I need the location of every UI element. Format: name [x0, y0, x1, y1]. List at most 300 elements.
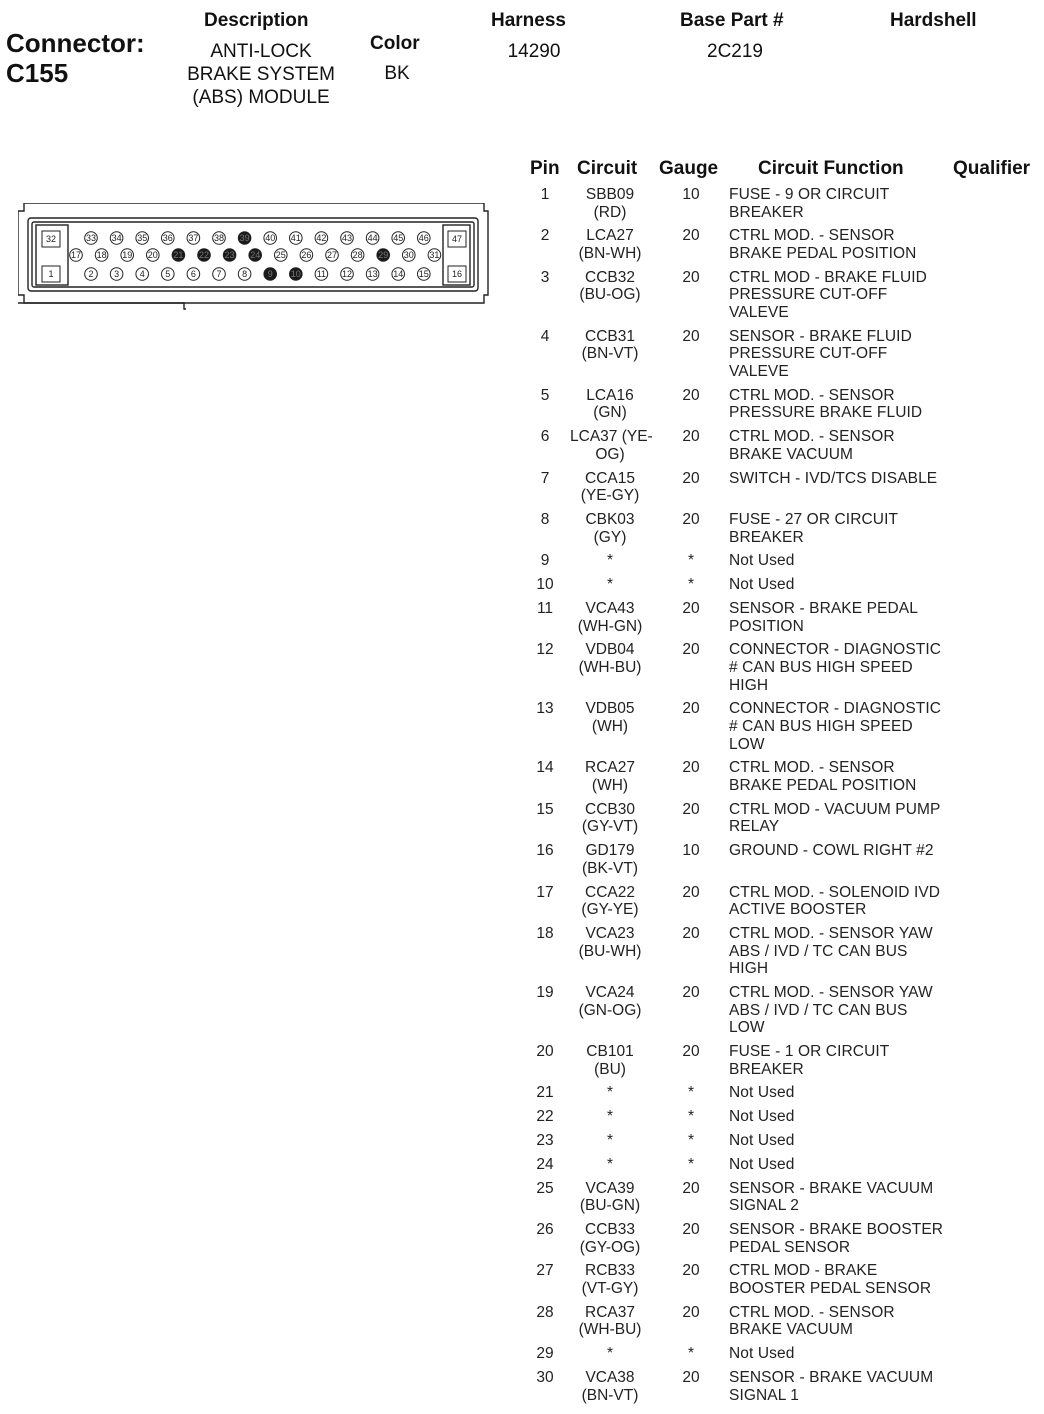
- circuit-code: [570, 269, 650, 304]
- connector-pin: [326, 249, 339, 262]
- pin-number: 21: [536, 1084, 554, 1102]
- pin-label: 31: [429, 250, 440, 261]
- column-header-qualifier: Qualifier: [953, 158, 1031, 179]
- circuit-line: (BU-GN): [579, 1197, 641, 1215]
- wire-gauge: 20: [682, 327, 700, 345]
- pin-label: 44: [367, 233, 378, 244]
- circuit-code: [570, 328, 650, 363]
- function-line: Not Used: [729, 1132, 795, 1149]
- connector-pin: [315, 232, 328, 245]
- circuit-function: [729, 227, 954, 262]
- circuit-code: [570, 227, 650, 262]
- circuit-line: *: [606, 1345, 614, 1363]
- circuit-function: [729, 1262, 954, 1297]
- wire-gauge: 20: [682, 428, 700, 446]
- color-label: Color: [370, 33, 420, 54]
- pin-label: 11: [316, 269, 327, 280]
- circuit-function: [729, 1108, 954, 1126]
- pin-number: 26: [536, 1221, 554, 1238]
- connector-pin: [377, 249, 390, 262]
- pin-label: 2: [88, 269, 94, 280]
- connector-pin: [70, 249, 83, 262]
- pin-number: 7: [540, 469, 550, 487]
- pin-label: 26: [301, 250, 312, 261]
- circuit-line: CCB33: [585, 1221, 635, 1238]
- connector-id: C155: [6, 58, 69, 88]
- circuit-function: [729, 1345, 954, 1363]
- function-line: LOW: [729, 735, 765, 753]
- wire-gauge: 20: [682, 1043, 700, 1060]
- function-line: BOOSTER PEDAL SENSOR: [729, 1279, 932, 1297]
- wire-gauge: 20: [682, 883, 700, 901]
- description-label: Description: [204, 10, 309, 31]
- circuit-function: [729, 1156, 954, 1174]
- hardshell-label: Hardshell: [890, 10, 977, 31]
- circuit-function: [729, 700, 954, 753]
- circuit-line: SBB09: [585, 186, 635, 203]
- wire-gauge: 20: [682, 386, 700, 404]
- wire-gauge: *: [687, 1345, 695, 1363]
- circuit-code: [570, 1132, 650, 1150]
- circuit-line: VCA38: [585, 1369, 635, 1386]
- circuit-function: [729, 984, 954, 1037]
- circuit-line: (BU): [594, 1060, 626, 1078]
- function-line: SIGNAL 2: [729, 1197, 800, 1215]
- circuit-function: [729, 925, 954, 978]
- wire-gauge: *: [687, 1132, 695, 1149]
- circuit-line: *: [606, 1084, 614, 1102]
- wire-gauge: 20: [682, 984, 700, 1001]
- wire-gauge: 20: [682, 700, 700, 718]
- circuit-line: (VT-GY): [581, 1279, 639, 1297]
- circuit-function: [729, 884, 954, 919]
- function-line: BRAKE PEDAL POSITION: [729, 776, 917, 794]
- connector-pin: [392, 268, 405, 281]
- pin-number: 12: [536, 641, 554, 659]
- circuit-function: [729, 641, 954, 694]
- pin-number: 22: [536, 1108, 554, 1126]
- circuit-code: [570, 925, 650, 960]
- wire-gauge: *: [687, 1155, 695, 1173]
- wire-gauge: 20: [682, 511, 700, 528]
- connector-pin: [187, 232, 200, 245]
- pin-number: 5: [540, 386, 550, 404]
- function-line: BRAKE VACUUM: [729, 445, 854, 463]
- wire-gauge: 10: [682, 842, 700, 860]
- circuit-code: [570, 1345, 650, 1363]
- pin-label: 47: [451, 234, 463, 245]
- pin-number: 9: [540, 552, 550, 570]
- function-line: Not Used: [729, 576, 795, 594]
- circuit-code: [570, 1043, 650, 1078]
- pin-label: 45: [393, 233, 404, 244]
- pin-label: 28: [352, 250, 363, 261]
- pin-label: 20: [147, 250, 158, 261]
- function-line: SENSOR - BRAKE PEDAL: [729, 600, 918, 617]
- column-header-pin: Pin: [530, 158, 560, 179]
- circuit-function: [729, 269, 954, 322]
- function-line: VALEVE: [729, 303, 789, 321]
- function-line: CTRL MOD. - SENSOR: [729, 1303, 895, 1321]
- connector-pin: [187, 268, 200, 281]
- pin-label: 25: [275, 250, 286, 261]
- function-line: CTRL MOD. - SENSOR YAW: [729, 984, 933, 1001]
- pin-label: 30: [403, 250, 414, 261]
- pin-label: 32: [45, 234, 57, 245]
- circuit-line: CCA15: [585, 469, 635, 487]
- function-line: FUSE - 9 OR CIRCUIT: [729, 186, 890, 203]
- circuit-line: (RD): [593, 203, 627, 221]
- function-line: GROUND - COWL RIGHT #2: [729, 842, 934, 860]
- function-line: # CAN BUS HIGH SPEED: [729, 717, 913, 735]
- pin-label: 19: [122, 250, 133, 261]
- pin-label: 39: [239, 233, 250, 244]
- function-line: CTRL MOD. - SENSOR: [729, 386, 895, 404]
- circuit-line: VCA23: [585, 925, 635, 942]
- pin-label: 7: [216, 269, 222, 280]
- circuit-code: [570, 700, 650, 735]
- circuit-line: *: [606, 1155, 614, 1173]
- pin-label: 15: [418, 269, 429, 280]
- function-line: FUSE - 27 OR CIRCUIT: [729, 511, 899, 528]
- pin-label: 10: [290, 269, 301, 280]
- connector-pin: [418, 268, 431, 281]
- circuit-line: LCA37 (YE-: [570, 428, 653, 446]
- function-line: CTRL MOD. - SENSOR YAW: [729, 925, 933, 942]
- connector-pin: [300, 249, 313, 262]
- function-line: # CAN BUS HIGH SPEED: [729, 658, 913, 676]
- connector-pin: [315, 268, 328, 281]
- function-line: Not Used: [729, 1108, 795, 1126]
- wire-gauge: *: [687, 552, 695, 570]
- circuit-code: [570, 801, 650, 836]
- function-line: SENSOR - BRAKE VACUUM: [729, 1179, 934, 1197]
- function-line: Not Used: [729, 552, 795, 570]
- circuit-line: (BN-VT): [581, 345, 639, 363]
- pin-label: 33: [85, 233, 97, 244]
- function-line: Not Used: [729, 1084, 795, 1102]
- circuit-code: [570, 600, 650, 635]
- pin-label: 17: [70, 250, 82, 261]
- function-line: SENSOR - BRAKE BOOSTER: [729, 1221, 944, 1238]
- circuit-code: [570, 984, 650, 1019]
- function-line: CTRL MOD - BRAKE FLUID: [729, 268, 927, 286]
- connector-pin: [264, 268, 277, 281]
- circuit-function: [729, 759, 954, 794]
- pin-label: 42: [316, 233, 327, 244]
- circuit-code: [570, 387, 650, 422]
- connector-pin: [121, 249, 134, 262]
- pin-number: 20: [536, 1043, 554, 1060]
- connector-pin: [162, 268, 175, 281]
- circuit-function: [729, 1132, 954, 1150]
- circuit-line: VDB05: [585, 700, 635, 718]
- wire-gauge: 20: [682, 227, 700, 245]
- pin-label: 18: [96, 250, 107, 261]
- wire-gauge: 20: [682, 1369, 700, 1386]
- wire-gauge: 20: [682, 800, 700, 818]
- connector-pin: [85, 232, 98, 245]
- circuit-code: [570, 576, 650, 594]
- pin-number: 10: [536, 576, 554, 594]
- circuit-function: [729, 600, 954, 635]
- circuit-line: *: [606, 552, 614, 570]
- circuit-line: (BU-OG): [579, 286, 641, 304]
- wire-gauge: 20: [682, 759, 700, 777]
- function-line: PEDAL SENSOR: [729, 1238, 851, 1256]
- circuit-line: VCA43: [585, 600, 635, 617]
- function-line: PRESSURE CUT-OFF: [729, 286, 888, 304]
- pin-label: 9: [267, 269, 273, 280]
- pin-label: 5: [165, 269, 171, 280]
- connector-pin: [275, 249, 288, 262]
- function-line: CTRL MOD. - SENSOR: [729, 227, 895, 245]
- function-line: HIGH: [729, 960, 769, 978]
- wire-gauge: *: [687, 576, 695, 594]
- circuit-code: [570, 186, 650, 221]
- circuit-function: [729, 428, 954, 463]
- description-line: (ABS) MODULE: [192, 87, 330, 108]
- circuit-code: [570, 1221, 650, 1256]
- pin-number: 28: [536, 1303, 554, 1321]
- pin-number: 8: [540, 511, 550, 528]
- circuit-line: (BN-WH): [578, 244, 642, 262]
- circuit-line: VCA24: [585, 984, 635, 1001]
- circuit-line: CCA22: [585, 883, 635, 901]
- pin-number: 29: [536, 1345, 554, 1363]
- circuit-function: [729, 1180, 954, 1215]
- function-line: BREAKER: [729, 1060, 804, 1078]
- function-line: RELAY: [729, 818, 780, 836]
- circuit-code: [570, 1084, 650, 1102]
- circuit-code: [570, 884, 650, 919]
- circuit-line: RCA37: [585, 1303, 635, 1321]
- circuit-line: (GY-OG): [579, 1238, 641, 1256]
- connector-pin: [172, 249, 185, 262]
- connector-corner-pin: [448, 266, 466, 282]
- pin-label: 1: [48, 269, 54, 280]
- pin-number: 19: [536, 984, 554, 1001]
- function-line: BRAKE VACUUM: [729, 1321, 854, 1339]
- pin-label: 8: [242, 269, 248, 280]
- circuit-line: *: [606, 576, 614, 594]
- description-line: ANTI-LOCK: [210, 41, 312, 62]
- circuit-function: [729, 387, 954, 422]
- circuit-line: *: [606, 1108, 614, 1126]
- pin-label: 22: [198, 250, 210, 261]
- wire-gauge: 20: [682, 1262, 700, 1280]
- connector-pin: [238, 268, 251, 281]
- pin-label: 21: [173, 250, 184, 261]
- circuit-code: [570, 1156, 650, 1174]
- function-line: CTRL MOD. - SENSOR: [729, 759, 895, 777]
- circuit-line: LCA16: [586, 386, 634, 404]
- circuit-code: [570, 1304, 650, 1339]
- circuit-code: [570, 641, 650, 676]
- pin-number: 14: [536, 759, 554, 777]
- pin-number: 23: [536, 1132, 554, 1149]
- circuit-line: CCB32: [585, 268, 635, 286]
- circuit-line: (YE-GY): [580, 487, 640, 505]
- connector-pin: [198, 249, 211, 262]
- circuit-code: [570, 470, 650, 505]
- pin-label: 14: [393, 269, 404, 280]
- pin-number: 30: [536, 1369, 554, 1386]
- circuit-line: GD179: [585, 842, 635, 860]
- connector-pin: [147, 249, 160, 262]
- harness-value: 14290: [507, 41, 561, 62]
- function-line: PRESSURE BRAKE FLUID: [729, 404, 923, 422]
- wire-gauge: 20: [682, 641, 700, 659]
- circuit-line: (GY): [593, 528, 627, 546]
- column-header-circuit-function: Circuit Function: [758, 158, 904, 179]
- connector-corner-pin: [42, 231, 60, 247]
- pin-label: 38: [213, 233, 225, 244]
- connector-pin: [213, 268, 226, 281]
- description-value: [160, 40, 362, 109]
- pin-label: 36: [162, 233, 173, 244]
- connector-pin: [238, 232, 251, 245]
- connector-pin: [403, 249, 416, 262]
- connector-pin: [351, 249, 364, 262]
- pin-label: 41: [290, 233, 301, 244]
- function-line: CONNECTOR - DIAGNOSTIC: [729, 641, 942, 659]
- pin-label: 13: [367, 269, 378, 280]
- pin-number: 3: [540, 268, 550, 286]
- pin-number: 1: [540, 186, 550, 203]
- circuit-function: [729, 1369, 954, 1404]
- circuit-function: [729, 511, 954, 546]
- connector-pin: [264, 232, 277, 245]
- circuit-function: [729, 576, 954, 594]
- connector-pin: [341, 268, 354, 281]
- connector-pin: [136, 232, 149, 245]
- circuit-function: [729, 470, 954, 488]
- connector-corner-pin: [448, 231, 466, 247]
- circuit-line: CBK03: [585, 511, 635, 528]
- circuit-function: [729, 1043, 954, 1078]
- connector-pin: [213, 232, 226, 245]
- connector-pin: [290, 268, 303, 281]
- circuit-function: [729, 801, 954, 836]
- circuit-code: [570, 1180, 650, 1215]
- circuit-code: [570, 759, 650, 794]
- circuit-line: (GN-OG): [578, 1001, 642, 1019]
- circuit-function: [729, 186, 954, 221]
- connector-pin: [290, 232, 303, 245]
- pin-label: 27: [326, 250, 338, 261]
- function-line: FUSE - 1 OR CIRCUIT: [729, 1043, 890, 1060]
- pin-label: 3: [114, 269, 120, 280]
- connector-pin: [110, 268, 123, 281]
- circuit-function: [729, 842, 954, 860]
- wire-gauge: 20: [682, 925, 700, 942]
- pin-label: 37: [188, 233, 199, 244]
- function-line: SENSOR - BRAKE FLUID: [729, 327, 912, 345]
- function-line: ABS / IVD / TC CAN BUS: [729, 1001, 908, 1019]
- base-part-value: 2C219: [707, 41, 763, 62]
- circuit-line: (WH-GN): [577, 617, 643, 635]
- circuit-line: RCB33: [585, 1262, 635, 1280]
- circuit-line: VDB04: [585, 641, 635, 659]
- circuit-code: [570, 1262, 650, 1297]
- circuit-line: CCB31: [585, 327, 635, 345]
- function-line: BREAKER: [729, 203, 804, 221]
- function-line: BREAKER: [729, 528, 804, 546]
- circuit-line: (GY-YE): [581, 901, 639, 919]
- pin-number: 17: [536, 883, 554, 901]
- circuit-line: (BK-VT): [582, 859, 638, 877]
- wire-gauge: 10: [682, 186, 700, 203]
- function-line: ABS / IVD / TC CAN BUS: [729, 942, 908, 960]
- circuit-function: [729, 1304, 954, 1339]
- circuit-line: LCA27: [586, 227, 634, 245]
- connector-pin: [95, 249, 108, 262]
- pin-number: 27: [536, 1262, 554, 1280]
- wire-gauge: 20: [682, 1221, 700, 1238]
- pin-label: 6: [190, 269, 196, 280]
- connector-pin: [223, 249, 236, 262]
- function-line: PRESSURE CUT-OFF: [729, 345, 888, 363]
- connector-pin: [341, 232, 354, 245]
- pin-label: 24: [250, 250, 261, 261]
- pin-label: 43: [341, 233, 353, 244]
- function-line: VALEVE: [729, 362, 789, 380]
- connector-pin: [428, 249, 441, 262]
- circuit-code: [570, 1108, 650, 1126]
- circuit-code: [570, 842, 650, 877]
- function-line: LOW: [729, 1019, 765, 1037]
- connector-pin: [418, 232, 431, 245]
- pin-label: 40: [265, 233, 276, 244]
- pin-number: 15: [536, 800, 554, 818]
- connector-pin: [136, 268, 149, 281]
- column-header-circuit: Circuit: [577, 158, 638, 179]
- function-line: Not Used: [729, 1155, 795, 1173]
- circuit-code: [570, 511, 650, 546]
- function-line: SENSOR - BRAKE VACUUM: [729, 1369, 934, 1386]
- connector-label: Connector:: [6, 28, 145, 58]
- circuit-function: [729, 328, 954, 381]
- pin-number: 24: [536, 1155, 554, 1173]
- function-line: CONNECTOR - DIAGNOSTIC: [729, 700, 942, 718]
- connector-corner-pin: [42, 266, 60, 282]
- wire-gauge: *: [687, 1108, 695, 1126]
- base-part-label: Base Part #: [680, 10, 784, 31]
- column-header-gauge: Gauge: [659, 158, 719, 179]
- wire-gauge: 20: [682, 469, 700, 487]
- pin-number: 4: [540, 327, 550, 345]
- pin-label: 23: [224, 250, 235, 261]
- pin-label: 34: [111, 233, 122, 244]
- connector-pin: [110, 232, 123, 245]
- pin-number: 2: [540, 227, 550, 245]
- circuit-line: (WH-BU): [578, 1321, 642, 1339]
- circuit-line: (BU-WH): [578, 942, 642, 960]
- circuit-code: [570, 428, 653, 463]
- wire-gauge: 20: [682, 1303, 700, 1321]
- function-line: CTRL MOD - VACUUM PUMP: [729, 800, 941, 818]
- circuit-function: [729, 1084, 954, 1102]
- circuit-line: CCB30: [585, 800, 635, 818]
- function-line: BRAKE PEDAL POSITION: [729, 244, 917, 262]
- color-value: BK: [384, 63, 410, 84]
- function-line: ACTIVE BOOSTER: [729, 901, 867, 919]
- connector-pin: [366, 268, 379, 281]
- connector-pin: [162, 232, 175, 245]
- function-line: CTRL MOD. - SOLENOID IVD: [729, 883, 941, 901]
- connector-pin: [366, 232, 379, 245]
